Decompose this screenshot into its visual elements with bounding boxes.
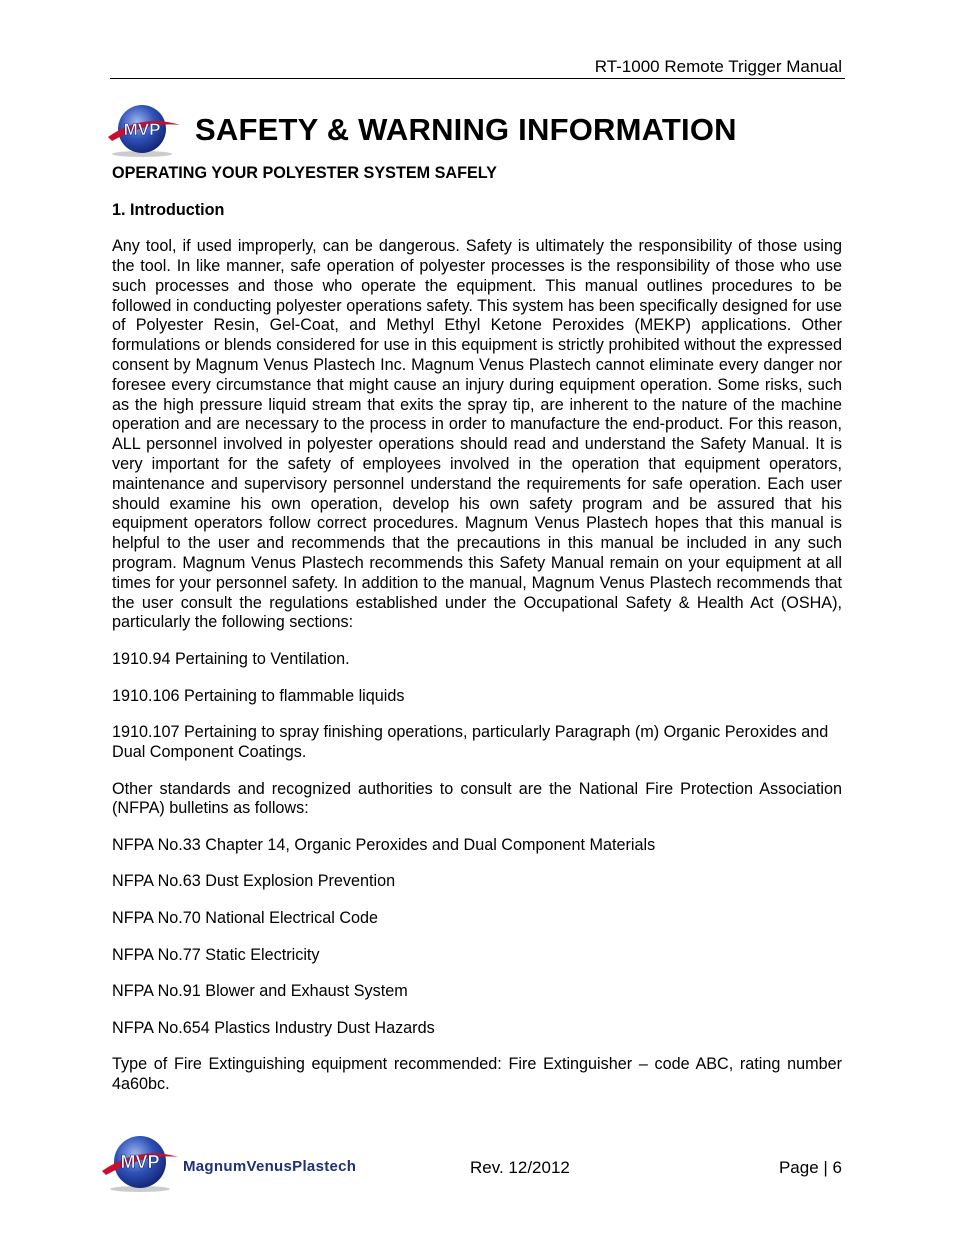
nfpa-intro: Other standards and recognized authorities to consult are the National Fire Protection Association (NFPA) bulletins as follows:: [112, 779, 842, 818]
osha-section-item: 1910.106 Pertaining to flammable liquids: [112, 686, 405, 705]
fire-extinguisher-note: Type of Fire Extinguishing equipment recommended: Fire Extinguisher – code ABC, rating number 4a60bc.: [112, 1055, 842, 1094]
section-title: OPERATING YOUR POLYESTER SYSTEM SAFELY: [112, 164, 497, 182]
nfpa-item: NFPA No.63 Dust Explosion Prevention: [112, 872, 396, 891]
footer-logo-text: MVP: [120, 1152, 160, 1172]
intro-paragraph: Any tool, if used improperly, can be dangerous. Safety is ultimately the responsibility of those using the tool. In like manner, safe operation of polyester processes is the responsibility of those who use such processes and those who operate the equipment. This manual outlines procedures to be followed in conducting polyester operations safety. This system has been specifically designed for use of Polyester Resin, Gel-Coat, and Methyl Ethyl Ketone Peroxides (MEKP) applications. Other formulations or blends considered for use in this equipment is strictly prohibited without the expressed consent by Magnum Venus Plastech Inc. Magnum Venus Plastech cannot eliminate every danger nor foresee every circumstance that might cause an injury during equipment operation. Some risks, such as the high pressure liquid stream that exits the spray tip, are inherent to the nature of the machine operation and are necessary to the process in order to manufacture the end-product. For this reason, ALL personnel involved in polyester operations should read and understand the Safety Manual. It is very important for the safety of employees involved in the operation that equipment operators, maintenance and supervisory personnel understand the requirements for safe operation. Each user should examine his own operation, develop his own safety program and be assured that his equipment operators follow correct procedures. Magnum Venus Plastech hopes that this manual is helpful to the user and recommends that the precautions in this manual be included in any such program. Magnum Venus Plastech recommends this Safety Manual remain on your equipment at all times for your personnel safety. In addition to the manual, Magnum Venus Plastech recommends that the user consult the regulations established under the Occupational Safety & Health Act (OSHA), particularly the following sections:: [112, 237, 842, 632]
nfpa-item: NFPA No.77 Static Electricity: [112, 945, 320, 964]
nfpa-item: NFPA No.91 Blower and Exhaust System: [112, 982, 408, 1001]
nfpa-item: NFPA No.654 Plastics Industry Dust Hazards: [112, 1018, 435, 1037]
mvp-logo: [104, 103, 184, 157]
footer-mvp-logo: [100, 1133, 180, 1193]
osha-section-item: 1910.94 Pertaining to Ventilation.: [112, 649, 350, 668]
nfpa-item: NFPA No.33 Chapter 14, Organic Peroxides and Dual Component Materials: [112, 835, 656, 854]
footer-brand-name: MagnumVenusPlastech: [183, 1158, 357, 1175]
footer-revision: Rev. 12/2012: [470, 1158, 570, 1177]
nfpa-item: NFPA No.70 National Electrical Code: [112, 909, 379, 928]
header-divider: [110, 78, 845, 79]
osha-section-item: 1910.107 Pertaining to spray finishing operations, particularly Paragraph (m) Organic Peroxides and Dual Component Coatings.: [112, 723, 829, 761]
logo-text: MVP: [123, 120, 161, 139]
header-title: RT-1000 Remote Trigger Manual: [594, 57, 842, 76]
document-body: [112, 164, 842, 1112]
subsection-title: 1. Introduction: [112, 200, 225, 219]
page-title: SAFETY & WARNING INFORMATION: [195, 112, 737, 147]
footer-page-number: Page | 6: [778, 1158, 842, 1177]
